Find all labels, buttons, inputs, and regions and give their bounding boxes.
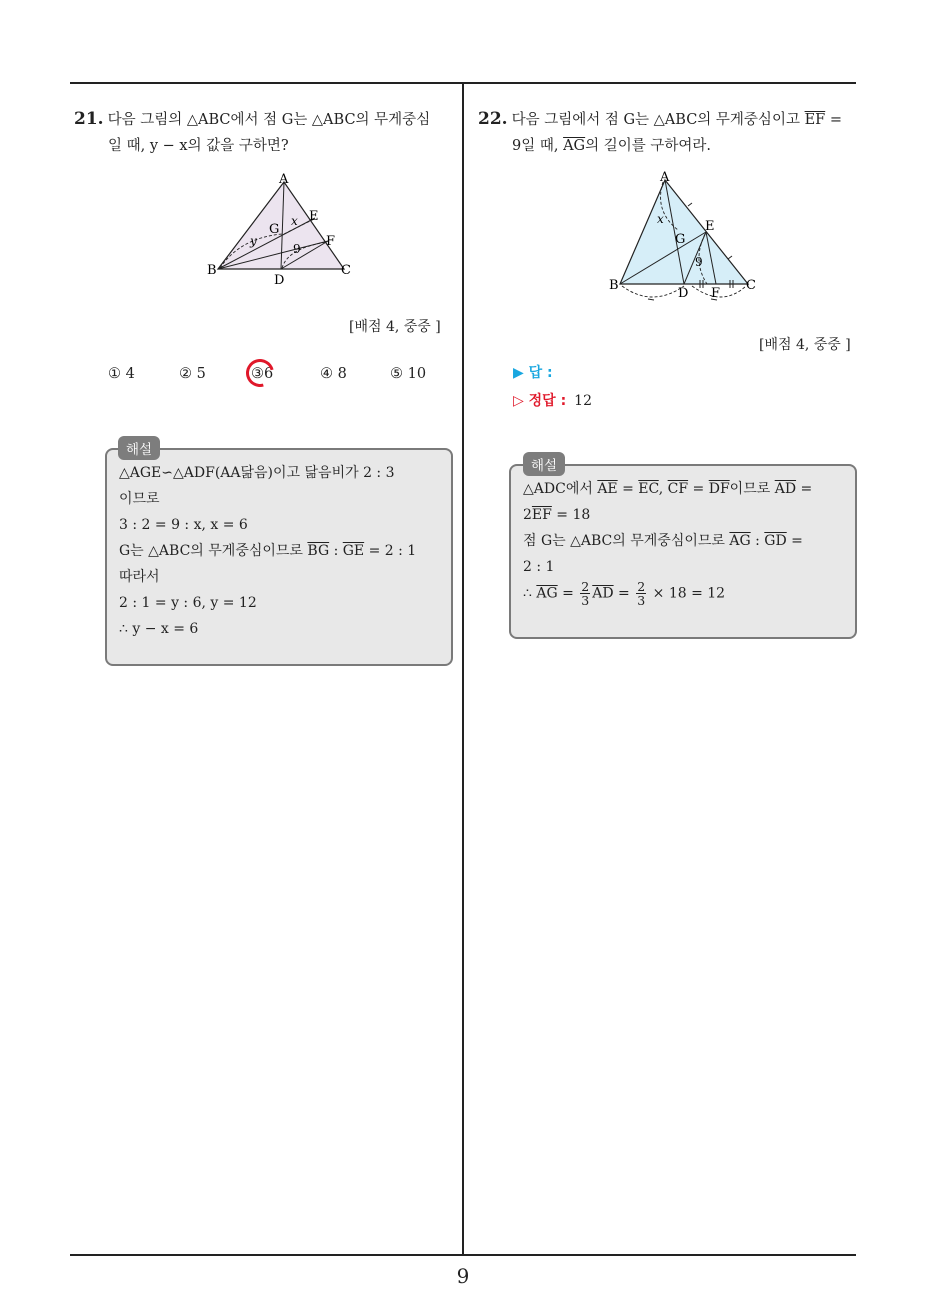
- choice-mark: ①: [108, 366, 121, 382]
- q21-label-C: C: [341, 263, 351, 278]
- q21-label-E: E: [309, 209, 319, 224]
- choice-value: 4: [125, 366, 135, 382]
- text: 9일 때,: [512, 138, 564, 154]
- q21-choice-3[interactable]: [251, 366, 273, 382]
- q22-label-C: C: [746, 278, 756, 293]
- q22-correct-label: ▷ 정답 :: [513, 393, 567, 409]
- q22-label-F: F: [711, 286, 721, 301]
- q21-label-9: 9: [293, 242, 301, 256]
- q21-label-D: D: [274, 273, 285, 288]
- q21-exp-line5: 따라서: [119, 569, 160, 585]
- q22-arc-BD: [622, 286, 684, 297]
- q22-meta: [배점 4, 중중 ]: [759, 337, 851, 353]
- q21-label-B: B: [207, 263, 217, 278]
- q21-exp-line2: 이므로: [119, 491, 160, 507]
- q22-correct-value: 12: [574, 393, 592, 409]
- text: 점 G는 △ABC의 무게중심이므로: [523, 533, 730, 549]
- q22-label-A: A: [660, 170, 670, 185]
- text: =: [613, 585, 635, 602]
- q22-tick: [688, 203, 692, 206]
- segment-AD: $\overline{AD}$: [774, 481, 797, 497]
- q22-text: [478, 106, 863, 159]
- segment-EF: $\overline{EF}$: [804, 112, 826, 128]
- q22-exp-line2: [523, 502, 843, 528]
- choice-mark: ⑤: [390, 366, 403, 382]
- q22-explanation-tag: 해설: [523, 452, 565, 476]
- q22-tick: [728, 256, 732, 259]
- segment-EC: $\overline{EC}$: [638, 481, 659, 497]
- q22-exp-line4: 2 : 1: [523, 559, 555, 575]
- text: 2: [523, 507, 532, 523]
- q21-choice-4[interactable]: [320, 366, 347, 382]
- q21-exp-line6: 2 : 1 = y : 6, y = 12: [119, 595, 257, 611]
- segment-DF: $\overline{DF}$: [708, 481, 730, 497]
- choice-mark: ②: [179, 366, 192, 382]
- selected-circle-icon: [241, 354, 279, 392]
- choice-mark: ③: [251, 366, 264, 382]
- q22-number: 22.: [478, 109, 508, 129]
- choice-value: 5: [196, 366, 206, 382]
- text: × 18 = 12: [648, 585, 726, 602]
- q22-exp-line3: [523, 528, 843, 554]
- text: △ADC에서: [523, 481, 598, 497]
- segment-EF: $\overline{EF}$: [531, 507, 552, 523]
- text: ,: [658, 481, 668, 497]
- text: 다음 그림에서 점 G는 △ABC의 무게중심이고: [511, 112, 805, 128]
- text: =: [825, 112, 842, 128]
- q21-figure: [200, 168, 360, 288]
- segment-AG: $\overline{AG}$: [729, 533, 751, 549]
- segment-AG: $\overline{AG}$: [563, 138, 586, 154]
- segment-GE: $\overline{GE}$: [342, 543, 365, 559]
- q21-label-G: G: [269, 222, 280, 237]
- segment-AE: $\overline{AE}$: [597, 481, 618, 497]
- segment-CF: $\overline{CF}$: [667, 481, 689, 497]
- fraction-denominator: 3: [581, 593, 590, 608]
- q21-line1: 다음 그림의 △ABC에서 점 G는 △ABC의 무게중심: [107, 112, 431, 128]
- text: =: [796, 481, 813, 497]
- q22-label-G: G: [675, 232, 686, 247]
- segment-BG: $\overline{BG}$: [307, 543, 330, 559]
- choice-value: 10: [407, 366, 427, 382]
- fraction-numerator: 2: [581, 579, 590, 594]
- text: :: [329, 543, 343, 559]
- page-number: 9: [456, 1264, 470, 1288]
- q21-choice-5[interactable]: [390, 366, 426, 382]
- q21-exp-line4: [119, 538, 439, 564]
- q21-label-x: x: [291, 214, 298, 228]
- text: =: [688, 481, 709, 497]
- q22-label-D: D: [678, 286, 689, 301]
- choice-value: 8: [337, 366, 347, 382]
- text: ∴: [523, 585, 537, 602]
- fraction-denominator: 3: [637, 593, 646, 608]
- q21-choice-2[interactable]: [179, 366, 206, 382]
- text: =: [617, 481, 639, 497]
- q22-explanation-box: [509, 464, 857, 639]
- q22-label-9: 9: [695, 255, 703, 269]
- fraction: [636, 580, 646, 607]
- text: =: [557, 585, 579, 602]
- segment-AD: $\overline{AD}$: [592, 585, 614, 602]
- choice-mark: ④: [320, 366, 333, 382]
- q21-meta: [배점 4, 중중 ]: [349, 319, 441, 335]
- bottom-rule: [70, 1254, 856, 1256]
- q22-exp-line1: [523, 476, 843, 502]
- text: 의 길이를 구하여라.: [585, 138, 712, 154]
- q21-exp-line3: 3 : 2 = 9 : x, x = 6: [119, 517, 248, 533]
- q22-exp-line5: [523, 580, 843, 607]
- text: 이므로: [729, 481, 775, 497]
- q22-label-x: x: [657, 212, 664, 226]
- q21-exp-line7: ∴ y − x = 6: [119, 621, 199, 637]
- q21-label-y: y: [250, 234, 257, 248]
- q21-explanation-tag: 해설: [118, 436, 160, 460]
- text: = 2 : 1: [364, 543, 417, 559]
- text: =: [786, 533, 803, 549]
- text: G는 △ABC의 무게중심이므로: [119, 543, 308, 559]
- q22-answer-label: ▶ 답 :: [513, 365, 553, 381]
- fraction: [580, 580, 590, 607]
- q21-line2: 일 때, y − x의 값을 구하면?: [108, 138, 289, 154]
- q21-text: [74, 106, 459, 159]
- q21-number: 21.: [74, 109, 104, 129]
- fraction-numerator: 2: [637, 579, 646, 594]
- column-divider: [462, 83, 464, 1255]
- q22-label-E: E: [705, 219, 715, 234]
- segment-GD: $\overline{GD}$: [764, 533, 787, 549]
- text: :: [750, 533, 765, 549]
- q21-label-F: F: [326, 234, 336, 249]
- q21-label-A: A: [279, 172, 289, 187]
- q22-label-B: B: [609, 278, 619, 293]
- q21-choice-1[interactable]: [108, 366, 135, 382]
- text: = 18: [551, 507, 591, 523]
- q21-explanation-box: [105, 448, 453, 666]
- q22-figure: [604, 166, 764, 311]
- q22-correct-row: [513, 390, 592, 410]
- q21-exp-line1: △AGE∽△ADF(AA닮음)이고 닮음비가 2 : 3: [119, 465, 395, 481]
- choice-value: 6: [264, 366, 274, 382]
- segment-AG: $\overline{AG}$: [536, 585, 558, 602]
- q22-tick: [648, 299, 654, 300]
